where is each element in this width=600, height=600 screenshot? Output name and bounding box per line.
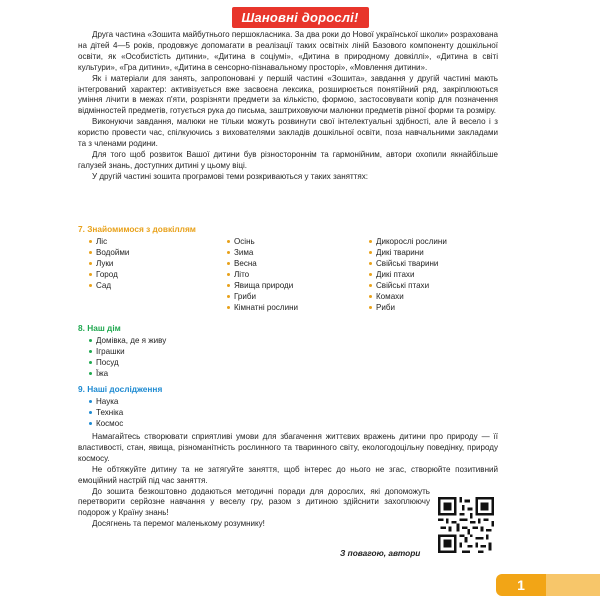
intro-paragraph-5: У другій частині зошита програмові теми розкриваються у таких заняттях: [92,171,369,181]
closing-paragraph-3: До зошита безкоштовно додаються методичні поради для дорослих, які допоможуть перетворити серйозне навчання у веселу гру, разом з дитиною здійснити захоплюючу подорож у Країну знань! [78,486,430,518]
intro-paragraph-4: Для того щоб розвиток Вашої дитини був різностороннім та гармонійним, автори охопили якнайбільше галузей знань, доступних дитині у цьому віці. [78,149,498,170]
closing-paragraph-1: Намагайтесь створювати сприятливі умови для збагачення життєвих вражень дитини про природу — її властивості, стан, явища, різноманітність рослинного та тваринного світу, екологодоцільну поведінку, природу космосу. [78,432,498,463]
list-item: Явища природи [226,280,368,291]
intro-text [78,30,498,183]
topic-7-columns [78,236,508,313]
list-item: Літо [226,269,368,280]
signature: З повагою, автори [340,548,421,558]
topic-9-title: 9. Наші дослідження [78,384,163,394]
topic-9-list [78,396,508,429]
closing-paragraph-2: Не обтяжуйте дитину та не затягуйте заняття, щоб інтерес до нього не згас, створюйте позитивний емоційний настрій під час заняття. [78,464,498,485]
list-item: Свійські птахи [368,280,506,291]
topics-list [78,224,508,429]
list-item: Кімнатні рослини [226,302,368,313]
topic-7-column-1 [78,236,226,313]
list-item: Водойми [88,247,226,258]
list-item: Іграшки [88,346,508,357]
list-item: Їжа [88,368,508,379]
topic-7-column-2 [226,236,368,313]
closing-paragraph-4: Досягнень та перемог маленькому розумнику! [92,519,265,529]
intro-paragraph-3: Виконуючи завдання, малюки не тільки можуть розвинути свої інтелектуальні здібності, але й весело і з користю провести час, спілкуючись з вихователями закладів дошкільної освіти, поза навчальними закладами та з членами родини. [78,117,498,149]
page-title: Шановні дорослі! [232,7,369,28]
topic-8-title: 8. Наш дім [78,323,121,333]
list-item: Комахи [368,291,506,302]
list-item: Зима [226,247,368,258]
list-item: Свійські тварини [368,258,506,269]
list-item: Ліс [88,236,226,247]
topic-7-column-3 [368,236,506,313]
list-item: Дикорослі рослини [368,236,506,247]
list-item: Посуд [88,357,508,368]
list-item: Техніка [88,407,508,418]
qr-code-icon[interactable] [438,497,494,553]
list-item: Дикі птахи [368,269,506,280]
list-item: Космос [88,418,508,429]
list-item: Риби [368,302,506,313]
list-item: Луки [88,258,226,269]
list-item: Наука [88,396,508,407]
intro-paragraph-1: Друга частина «Зошита майбутнього першокласника. За два роки до Нової української школи» розрахована на дітей 4—5 років, продовжує допомагати в реалізації таких освітніх ліній Базового компоненту дошкільної освіти, як «Особистість дитини», «Дитина в соціумі», «Дитина в природному довкіллі», «Дитина в світі культури», «Гра дитини», «Дитина в сенсорно-пізнавальному просторі», «Мовлення дитини». [78,30,498,72]
page-number: 1 [496,574,546,596]
intro-paragraph-2: Як і матеріали для занять, запропоновані у першій частині «Зошита», завдання у другій частині мають інтегрований характер: активізується вже засвоєна лексика, розширюється понятійний ряд, закріплюються уміння лічити в межах п'яти, розрізняти предмети за кількістю, формою, застосовувати копір для позначення відмінностей предметів, готується рука до письма, заштриховуючи малюнки предметів різної форми та розміру. [78,73,498,116]
list-item: Город [88,269,226,280]
page-tab [546,574,600,596]
list-item: Дикі тварини [368,247,506,258]
list-item: Весна [226,258,368,269]
title-wrap [0,7,600,28]
closing-text [78,432,498,530]
list-item: Домівка, де я живу [88,335,508,346]
list-item: Гриби [226,291,368,302]
list-item: Сад [88,280,226,291]
topic-8-list [78,335,508,379]
topic-7-title: 7. Знайомимося з довкіллям [78,224,196,234]
list-item: Осінь [226,236,368,247]
